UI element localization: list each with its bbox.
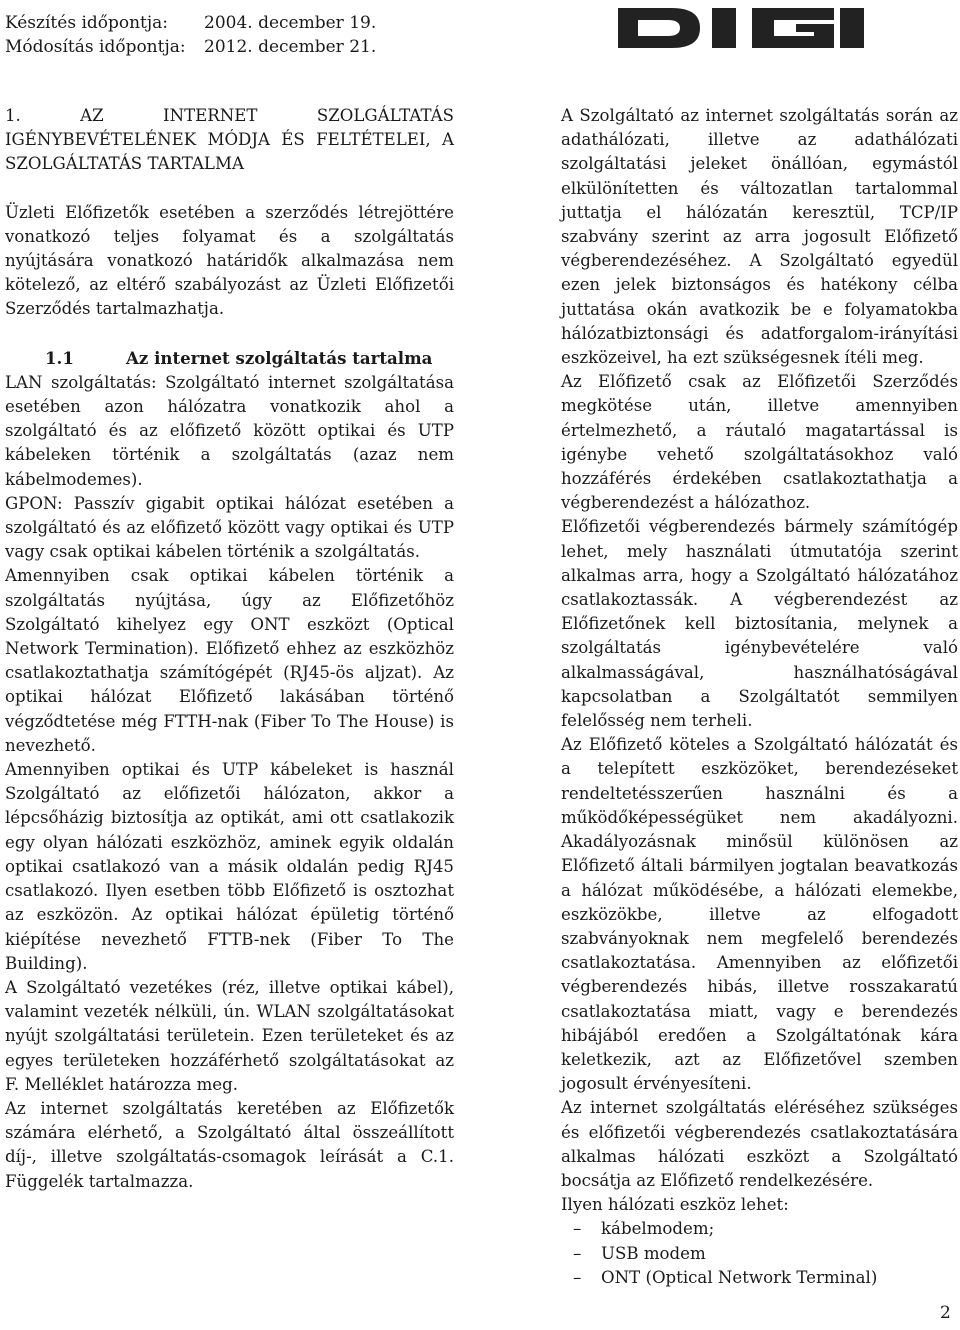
paragraph-gpon: GPON: Passzív gigabit optikai hálózat esetében a szolgáltató és az előfizető között vagy optikai és UTP vagy csak optikai kábelen történik a szolgáltatás. <box>5 493 454 562</box>
intro-paragraph: Üzleti Előfizetők esetében a szerződés létrejöttére vonatkozó teljes folyamat és a szolgáltatás nyújtására vonatkozó határidők alkalmazása nem kötelező, az eltérő szabályozást az Üzleti Előfizetői Szerződés tartalmazhatja. <box>5 202 454 319</box>
list-item-text: kábelmodem; <box>601 1219 715 1239</box>
right-column <box>561 104 958 1290</box>
paragraph-packages: Az internet szolgáltatás keretében az Előfizetők számára elérhető, a Szolgáltató által összeállított díj-, illetve szolgáltatás-csomagok leírását a C.1. Függelék tartalmazza. <box>5 1098 454 1191</box>
paragraph-connection: Az Előfizető csak az Előfizetői Szerződés megkötése után, illetve amennyiben értelmezhető, a ráutaló magatartással is igénybe vehető szolgáltatásokhoz való hozzáférés érdekében csatlakoztathatja a végberendezést a hálózathoz. <box>561 372 958 513</box>
chapter-heading: 1. AZ INTERNET SZOLGÁLTATÁS IGÉNYBEVÉTELÉNEK MÓDJA ÉS FELTÉTELEI, A SZOLGÁLTATÁS TARTALMA <box>5 106 454 174</box>
paragraph-obligations: Az Előfizető köteles a Szolgáltató hálózatát és a telepített eszközöket, berendezéseket rendeltetésszerűen használni és a működőképességüket nem akadályozni. Akadályozásnak minősül különösen az Előfizető általi bármilyen jogtalan beavatkozás a hálózat működésébe, a hálózati elemekbe, eszközökbe, illetve az elfogadott szabványoknak nem megfelelő berendezés csatlakoztatása. Amennyiben az előfizetői végberendezés hibás, illetve rosszakaratú csatlakoztatása miatt, vagy e berendezés hibájából eredően a Szolgáltatónak kára keletkezik, azt az Előfizetővel szemben jogosult érvényesíteni. <box>561 735 958 1094</box>
digi-logo <box>612 2 955 54</box>
modified-row <box>5 37 376 57</box>
section-number: 1.1 <box>45 347 74 368</box>
paragraph-transmission: A Szolgáltató az internet szolgáltatás során az adathálózati, illetve az adathálózati szolgáltatási jeleket önállóan, egymástól elkülönítetten és változatlan tartalommal juttatja el hálózatán keresztül, TCP/IP szabvány szerint az arra jogosult Előfizető végberendezéséhez. A Szolgáltató egyedül ezen jelek biztonságos és hatékony célba juttatása okán avatkozik be e folyamatokba hálózatbiztonsági és adatforgalom-irányítási eszközeivel, ha ezt szükségesnek ítéli meg. <box>561 106 958 368</box>
device-list <box>561 1217 958 1290</box>
paragraph-wlan: A Szolgáltató vezetékes (réz, illetve optikai kábel), valamint vezeték nélküli, ún. WLAN szolgáltatásokat nyújt szolgáltatási területein. Ezen területeket és az egyes területeken hozzáférhető szolgáltatásokat az F. Melléklet határozza meg. <box>5 977 454 1094</box>
created-value: 2004. december 19. <box>204 13 377 33</box>
dash-marker: – <box>573 1243 582 1263</box>
section-title: Az internet szolgáltatás tartalma <box>126 347 433 368</box>
created-row <box>5 13 376 33</box>
paragraph-ftth: Amennyiben csak optikai kábelen történik a szolgáltatás nyújtása, úgy az Előfizetőhöz Szolgáltató kihelyez egy ONT eszközt (Optical Network Termination). Előfizető ehhez az eszközhöz csatlakoztathatja számítógépét (RJ45-ös aljzat). Az optikai hálózat Előfizető lakásában történő végződtetése még FTTH-nak (Fiber To The House) is nevezhető. <box>5 566 454 755</box>
left-column <box>5 104 454 1194</box>
list-item <box>561 1242 958 1266</box>
page-number: 2 <box>940 1303 951 1323</box>
paragraph-fttb: Amennyiben optikai és UTP kábeleket is használ Szolgáltató az előfizetői hálózaton, akkor a lépcsőházig biztosítja az optikát, ami ott csatlakozik egy olyan hálózati eszközhöz, aminek egyik oldalán optikai csatlakozó van a másik oldalán pedig RJ45 csatlakozó. Ilyen esetben több Előfizető is osztozhat az eszközön. Az optikai hálózat épületig történő kiépítése nevezhető FTTB-nek (Fiber To The Building). <box>5 760 454 973</box>
section-heading <box>5 346 454 371</box>
created-label: Készítés időpontja: <box>5 13 169 33</box>
list-item <box>561 1217 958 1241</box>
modified-label: Módosítás időpontja: <box>5 37 186 57</box>
dash-marker: – <box>573 1219 582 1239</box>
list-item-text: USB modem <box>601 1243 706 1263</box>
paragraph-device-list-intro: Ilyen hálózati eszköz lehet: <box>561 1195 789 1215</box>
modified-value: 2012. december 21. <box>204 37 377 57</box>
list-item-text: ONT (Optical Network Terminal) <box>601 1267 878 1287</box>
dash-marker: – <box>573 1267 582 1287</box>
paragraph-lan: LAN szolgáltatás: Szolgáltató internet szolgáltatása esetében azon hálózatra vonatkozik ahol a szolgáltató és az előfizető között optikai és UTP kábeleken történik a szolgáltatás (azaz nem kábelmodemes). <box>5 372 454 489</box>
list-item <box>561 1266 958 1290</box>
paragraph-end-device: Előfizetői végberendezés bármely számítógép lehet, mely használati útmutatója szerint alkalmas arra, hogy a Szolgáltató hálózatához csatlakoztassák. A végberendezést az Előfizetőnek kell biztosítania, melynek a szolgáltatás igénybevételére való alkalmasságával, használhatóságával kapcsolatban a Szolgáltatót semmilyen felelősség nem terheli. <box>561 517 958 731</box>
paragraph-network-device: Az internet szolgáltatás eléréséhez szükséges és előfizetői végberendezés csatlakoztatására alkalmas hálózati eszközt a Szolgáltató bocsátja az Előfizető rendelkezésére. <box>561 1098 958 1190</box>
